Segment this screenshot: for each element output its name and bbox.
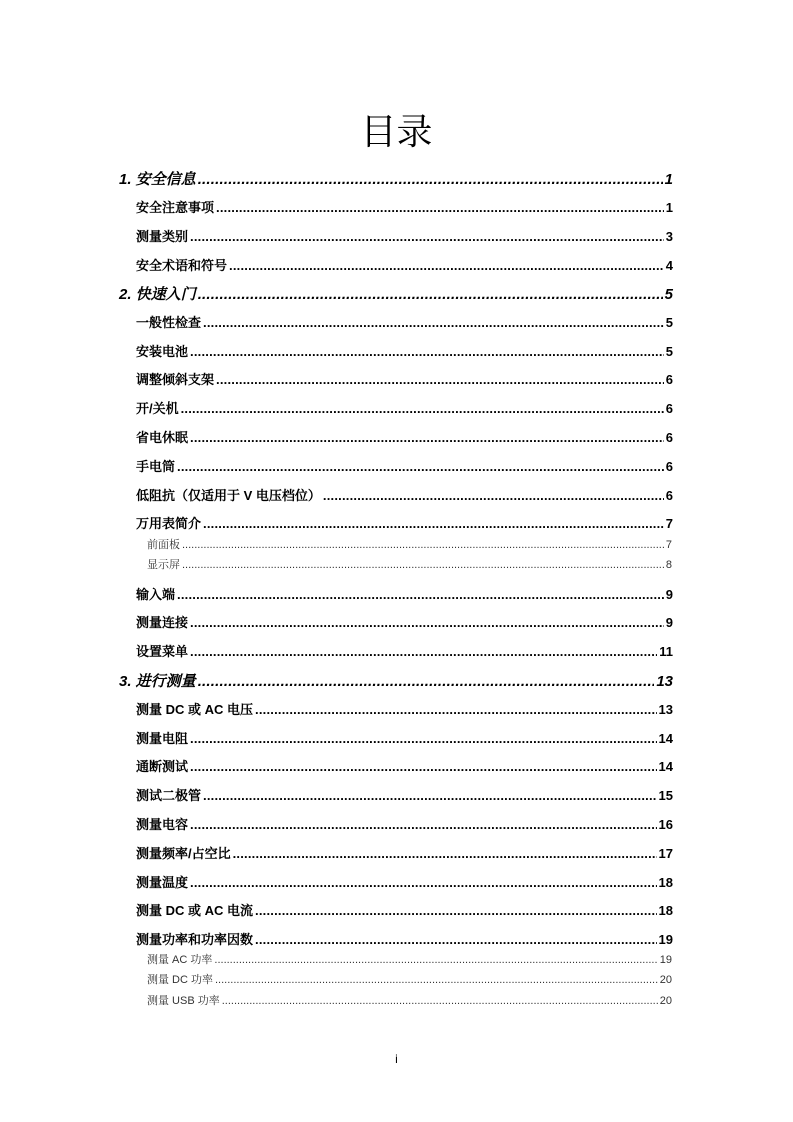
toc-section-entry[interactable] bbox=[136, 341, 673, 360]
toc-section-entry[interactable] bbox=[136, 513, 673, 532]
toc-leader-dots bbox=[190, 875, 657, 890]
toc-leader-dots bbox=[216, 372, 664, 387]
toc-entry-label: 安装电池 bbox=[136, 344, 189, 359]
toc-leader-dots bbox=[182, 539, 664, 551]
toc-entry-page-number: 5 bbox=[665, 344, 673, 359]
toc-leader-dots bbox=[190, 344, 664, 359]
toc-entry-page-number: 6 bbox=[665, 488, 673, 503]
toc-section-entry[interactable] bbox=[136, 785, 673, 804]
toc-entry-label: 显示屏 bbox=[147, 559, 180, 571]
toc-section-entry[interactable] bbox=[136, 843, 673, 862]
toc-leader-dots bbox=[222, 995, 658, 1007]
toc-leader-dots bbox=[190, 615, 664, 630]
toc-section-entry[interactable] bbox=[136, 255, 673, 274]
toc-entry-page-number: 1 bbox=[665, 200, 673, 215]
toc-entry-page-number: 7 bbox=[665, 539, 672, 551]
page-title: 目录 bbox=[360, 112, 433, 153]
toc-section-entry[interactable] bbox=[136, 312, 673, 331]
toc-entry-page-number: 9 bbox=[665, 587, 673, 602]
toc-entry-label: 低阻抗（仅适用于 V 电压档位） bbox=[136, 488, 321, 503]
toc-entry-label: 安全注意事项 bbox=[136, 200, 215, 215]
toc-subsection-entry[interactable] bbox=[147, 951, 672, 967]
toc-leader-dots bbox=[255, 903, 657, 918]
toc-entry-label: 测量 AC 功率 bbox=[147, 954, 213, 966]
toc-leader-dots bbox=[229, 258, 664, 273]
toc-section-entry[interactable] bbox=[136, 756, 673, 775]
toc-entry-page-number: 14 bbox=[658, 731, 673, 746]
toc-section-entry[interactable] bbox=[136, 900, 673, 919]
toc-entry-page-number: 16 bbox=[658, 817, 673, 832]
toc-entry-label: 万用表简介 bbox=[136, 516, 202, 531]
toc-section-entry[interactable] bbox=[136, 814, 673, 833]
toc-entry-label: 测试二极管 bbox=[136, 788, 202, 803]
toc-entry-label: 测量连接 bbox=[136, 615, 189, 630]
toc-leader-dots bbox=[190, 817, 657, 832]
toc-leader-dots bbox=[190, 644, 657, 659]
toc-entry-page-number: 6 bbox=[665, 372, 673, 387]
toc-leader-dots bbox=[190, 759, 657, 774]
toc-entry-label: 1. 安全信息 bbox=[119, 171, 196, 188]
toc-entry-label: 测量类别 bbox=[136, 229, 189, 244]
toc-entry-page-number: 19 bbox=[659, 954, 672, 966]
toc-entry-page-number: 18 bbox=[658, 875, 673, 890]
toc-leader-dots bbox=[190, 229, 664, 244]
toc-entry-label: 开/关机 bbox=[136, 401, 179, 416]
toc-section-entry[interactable] bbox=[136, 584, 673, 603]
toc-chapter-entry[interactable] bbox=[119, 283, 673, 304]
toc-leader-dots bbox=[190, 430, 664, 445]
toc-leader-dots bbox=[255, 702, 657, 717]
toc-subsection-entry[interactable] bbox=[147, 536, 672, 552]
toc-section-entry[interactable] bbox=[136, 485, 673, 504]
toc-entry-label: 设置菜单 bbox=[136, 644, 189, 659]
toc-entry-page-number: 14 bbox=[658, 759, 673, 774]
toc-leader-dots bbox=[203, 788, 657, 803]
toc-leader-dots bbox=[215, 974, 658, 986]
toc-leader-dots bbox=[190, 731, 657, 746]
toc-entry-page-number: 11 bbox=[659, 644, 673, 659]
toc-entry-page-number: 6 bbox=[665, 459, 673, 474]
toc-leader-dots bbox=[255, 932, 657, 947]
toc-entry-page-number: 20 bbox=[659, 995, 672, 1007]
toc-entry-page-number: 9 bbox=[665, 615, 673, 630]
toc-entry-label: 通断测试 bbox=[136, 759, 189, 774]
toc-entry-page-number: 13 bbox=[656, 673, 673, 690]
toc-leader-dots bbox=[182, 559, 664, 571]
toc-leader-dots bbox=[181, 401, 664, 416]
toc-entry-page-number: 3 bbox=[665, 229, 673, 244]
toc-section-entry[interactable] bbox=[136, 226, 673, 245]
toc-entry-page-number: 6 bbox=[665, 430, 673, 445]
toc-entry-page-number: 17 bbox=[658, 846, 673, 861]
toc-entry-label: 测量功率和功率因数 bbox=[136, 932, 254, 947]
toc-subsection-entry[interactable] bbox=[147, 556, 672, 572]
toc-entry-page-number: 5 bbox=[664, 286, 673, 303]
toc-entry-page-number: 18 bbox=[658, 903, 673, 918]
toc-entry-page-number: 5 bbox=[665, 315, 673, 330]
toc-entry-label: 测量 USB 功率 bbox=[147, 995, 220, 1007]
toc-leader-dots bbox=[323, 488, 664, 503]
toc-leader-dots bbox=[216, 200, 664, 215]
toc-entry-page-number: 19 bbox=[658, 932, 673, 947]
toc-entry-label: 安全术语和符号 bbox=[136, 258, 228, 273]
toc-section-entry[interactable] bbox=[136, 728, 673, 747]
toc-entry-label: 省电休眠 bbox=[136, 430, 189, 445]
toc-entry-label: 前面板 bbox=[147, 539, 180, 551]
toc-entry-label: 测量电阻 bbox=[136, 731, 189, 746]
toc-section-entry[interactable] bbox=[136, 699, 673, 718]
toc-entry-page-number: 13 bbox=[658, 702, 673, 717]
toc-chapter-entry[interactable] bbox=[119, 670, 673, 691]
toc-entry-page-number: 1 bbox=[664, 171, 673, 188]
toc-entry-label: 3. 进行测量 bbox=[119, 673, 196, 690]
toc-section-entry[interactable] bbox=[136, 427, 673, 446]
toc-leader-dots bbox=[198, 673, 655, 690]
toc-entry-label: 测量 DC 或 AC 电压 bbox=[136, 702, 254, 717]
page-number: i bbox=[395, 1052, 398, 1066]
toc-section-entry[interactable] bbox=[136, 398, 673, 417]
toc-entry-label: 测量 DC 功率 bbox=[147, 974, 213, 986]
toc-entry-label: 测量电容 bbox=[136, 817, 189, 832]
toc-leader-dots bbox=[177, 459, 664, 474]
toc-entry-page-number: 20 bbox=[659, 974, 672, 986]
toc-leader-dots bbox=[177, 587, 664, 602]
toc-entry-page-number: 7 bbox=[665, 516, 673, 531]
toc-subsection-entry[interactable] bbox=[147, 992, 672, 1008]
toc-chapter-entry[interactable] bbox=[119, 168, 673, 189]
toc-section-entry[interactable] bbox=[136, 612, 673, 631]
toc-entry-label: 手电筒 bbox=[136, 459, 176, 474]
toc-entry-page-number: 4 bbox=[665, 258, 673, 273]
toc-entry-label: 测量 DC 或 AC 电流 bbox=[136, 903, 254, 918]
toc-leader-dots bbox=[203, 315, 664, 330]
toc-section-entry[interactable] bbox=[136, 641, 673, 660]
toc-leader-dots bbox=[233, 846, 657, 861]
toc-leader-dots bbox=[198, 171, 663, 188]
toc-section-entry[interactable] bbox=[136, 197, 673, 216]
toc-section-entry[interactable] bbox=[136, 929, 673, 948]
toc-entry-label: 调整倾斜支架 bbox=[136, 372, 215, 387]
toc-entry-label: 测量温度 bbox=[136, 875, 189, 890]
toc-entry-page-number: 15 bbox=[658, 788, 673, 803]
toc-entry-page-number: 8 bbox=[665, 559, 672, 571]
toc-section-entry[interactable] bbox=[136, 872, 673, 891]
toc-leader-dots bbox=[203, 516, 664, 531]
toc-section-entry[interactable] bbox=[136, 369, 673, 388]
toc-entry-label: 一般性检查 bbox=[136, 315, 202, 330]
toc-subsection-entry[interactable] bbox=[147, 971, 672, 987]
toc-entry-label: 测量频率/占空比 bbox=[136, 846, 231, 861]
toc-entry-label: 2. 快速入门 bbox=[119, 286, 196, 303]
toc-leader-dots bbox=[198, 286, 663, 303]
toc-entry-label: 输入端 bbox=[136, 587, 176, 602]
toc-section-entry[interactable] bbox=[136, 456, 673, 475]
toc-leader-dots bbox=[214, 954, 657, 966]
toc-entry-page-number: 6 bbox=[665, 401, 673, 416]
